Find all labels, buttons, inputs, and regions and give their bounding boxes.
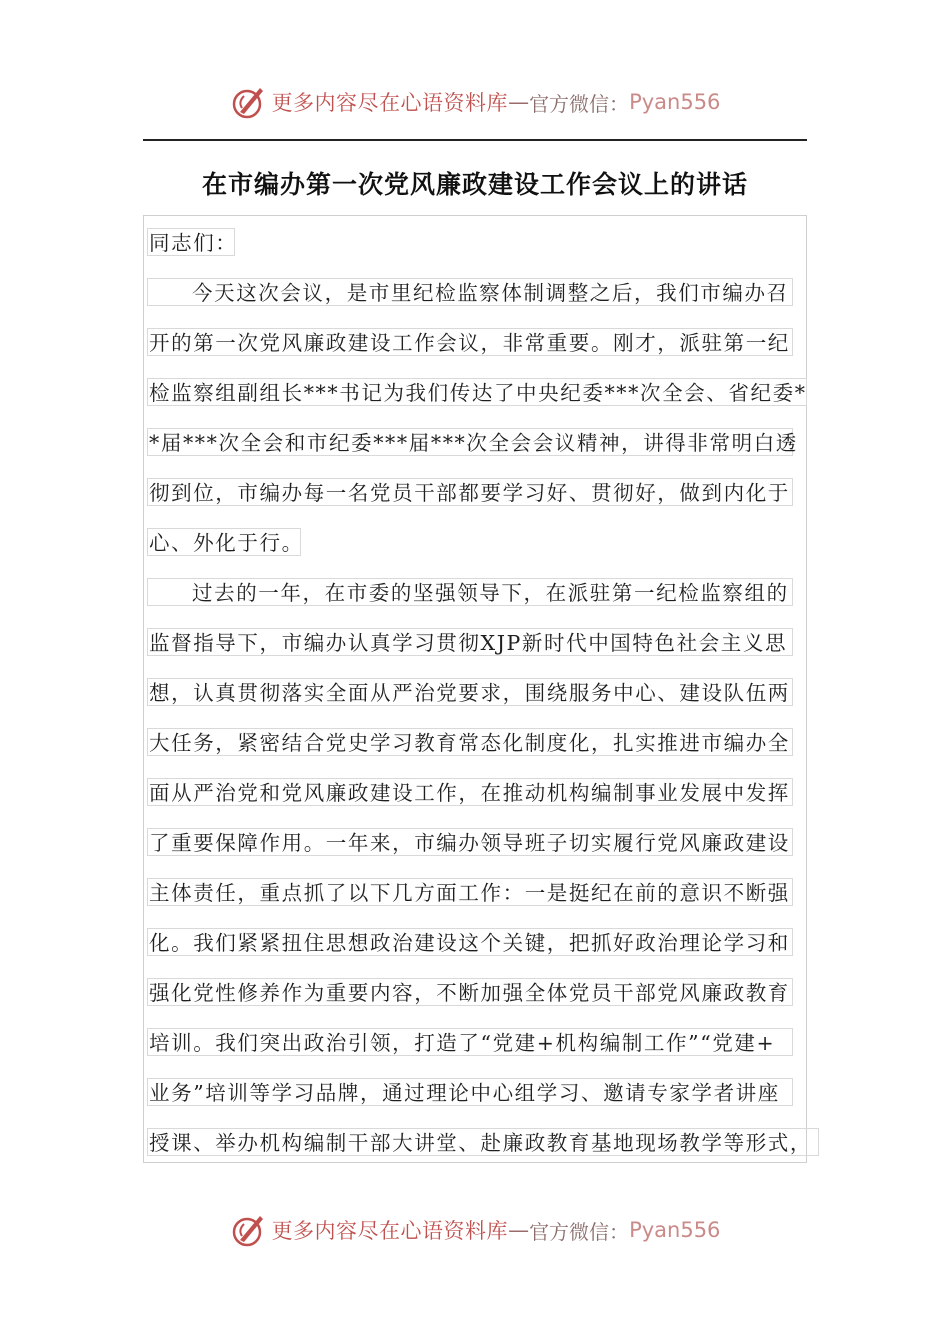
banner-text: 更多内容尽在心语资料库	[271, 91, 509, 115]
body-line: 检监察组副组长***书记为我们传达了中央纪委***次全会、省纪委*	[147, 378, 807, 406]
body-line: 今天这次会议，是市里纪检监察体制调整之后，我们市编办召	[147, 278, 793, 306]
body-line: 面从严治党和党风廉政建设工作，在推动机构编制事业发展中发挥	[147, 778, 793, 806]
banner-text: 更多内容尽在心语资料库	[271, 1219, 509, 1243]
quill-logo-icon	[230, 1210, 270, 1250]
body-line: 想，认真贯彻落实全面从严治党要求，围绕服务中心、建设队伍两	[147, 678, 793, 706]
body-line: 强化党性修养作为重要内容，不断加强全体党员干部党风廉政教育	[147, 978, 793, 1006]
banner-wechat-id: Pyan556	[629, 1218, 721, 1242]
body-line: *届***次全会和市纪委***届***次全会会议精神，讲得非常明白透	[147, 428, 793, 456]
body-line: 监督指导下，市编办认真学习贯彻XJP新时代中国特色社会主义思	[147, 628, 793, 656]
body-line: 授课、举办机构编制干部大讲堂、赴廉政教育基地现场教学等形式，	[147, 1128, 819, 1156]
body-line: 彻到位，市编办每一名党员干部都要学习好、贯彻好，做到内化于	[147, 478, 793, 506]
body-line: 过去的一年，在市委的坚强领导下，在派驻第一纪检监察组的	[147, 578, 793, 606]
body-line: 主体责任，重点抓了以下几方面工作：一是挺纪在前的意识不断强	[147, 878, 793, 906]
body-line: 开的第一次党风廉政建设工作会议，非常重要。刚才，派驻第一纪	[147, 328, 793, 356]
banner-wechat-id: Pyan556	[629, 90, 721, 114]
document-title: 在市编办第一次党风廉政建设工作会议上的讲话	[201, 170, 748, 199]
quill-logo-icon	[230, 82, 270, 122]
body-line: 培训。我们突出政治引领，打造了“党建+机构编制工作”“党建+	[147, 1028, 793, 1056]
body-line: 大任务，紧密结合党史学习教育常态化制度化，扎实推进市编办全	[147, 728, 793, 756]
footer-watermark-banner	[0, 1208, 950, 1252]
body-line: 化。我们紧紧扭住思想政治建设这个关键，把抓好政治理论学习和	[147, 928, 793, 956]
banner-dash: —	[508, 90, 530, 114]
body-line: 心、外化于行。	[147, 528, 301, 556]
banner-wechat-label: 官方微信：	[529, 1219, 630, 1244]
body-line: 同志们：	[147, 228, 235, 256]
banner-dash: —	[508, 1218, 530, 1242]
header-rule	[143, 139, 807, 141]
body-line: 了重要保障作用。一年来，市编办领导班子切实履行党风廉政建设	[147, 828, 793, 856]
header-watermark-banner	[0, 80, 950, 124]
body-line: 业务”培训等学习品牌，通过理论中心组学习、邀请专家学者讲座	[147, 1078, 793, 1106]
banner-wechat-label: 官方微信：	[529, 91, 630, 116]
